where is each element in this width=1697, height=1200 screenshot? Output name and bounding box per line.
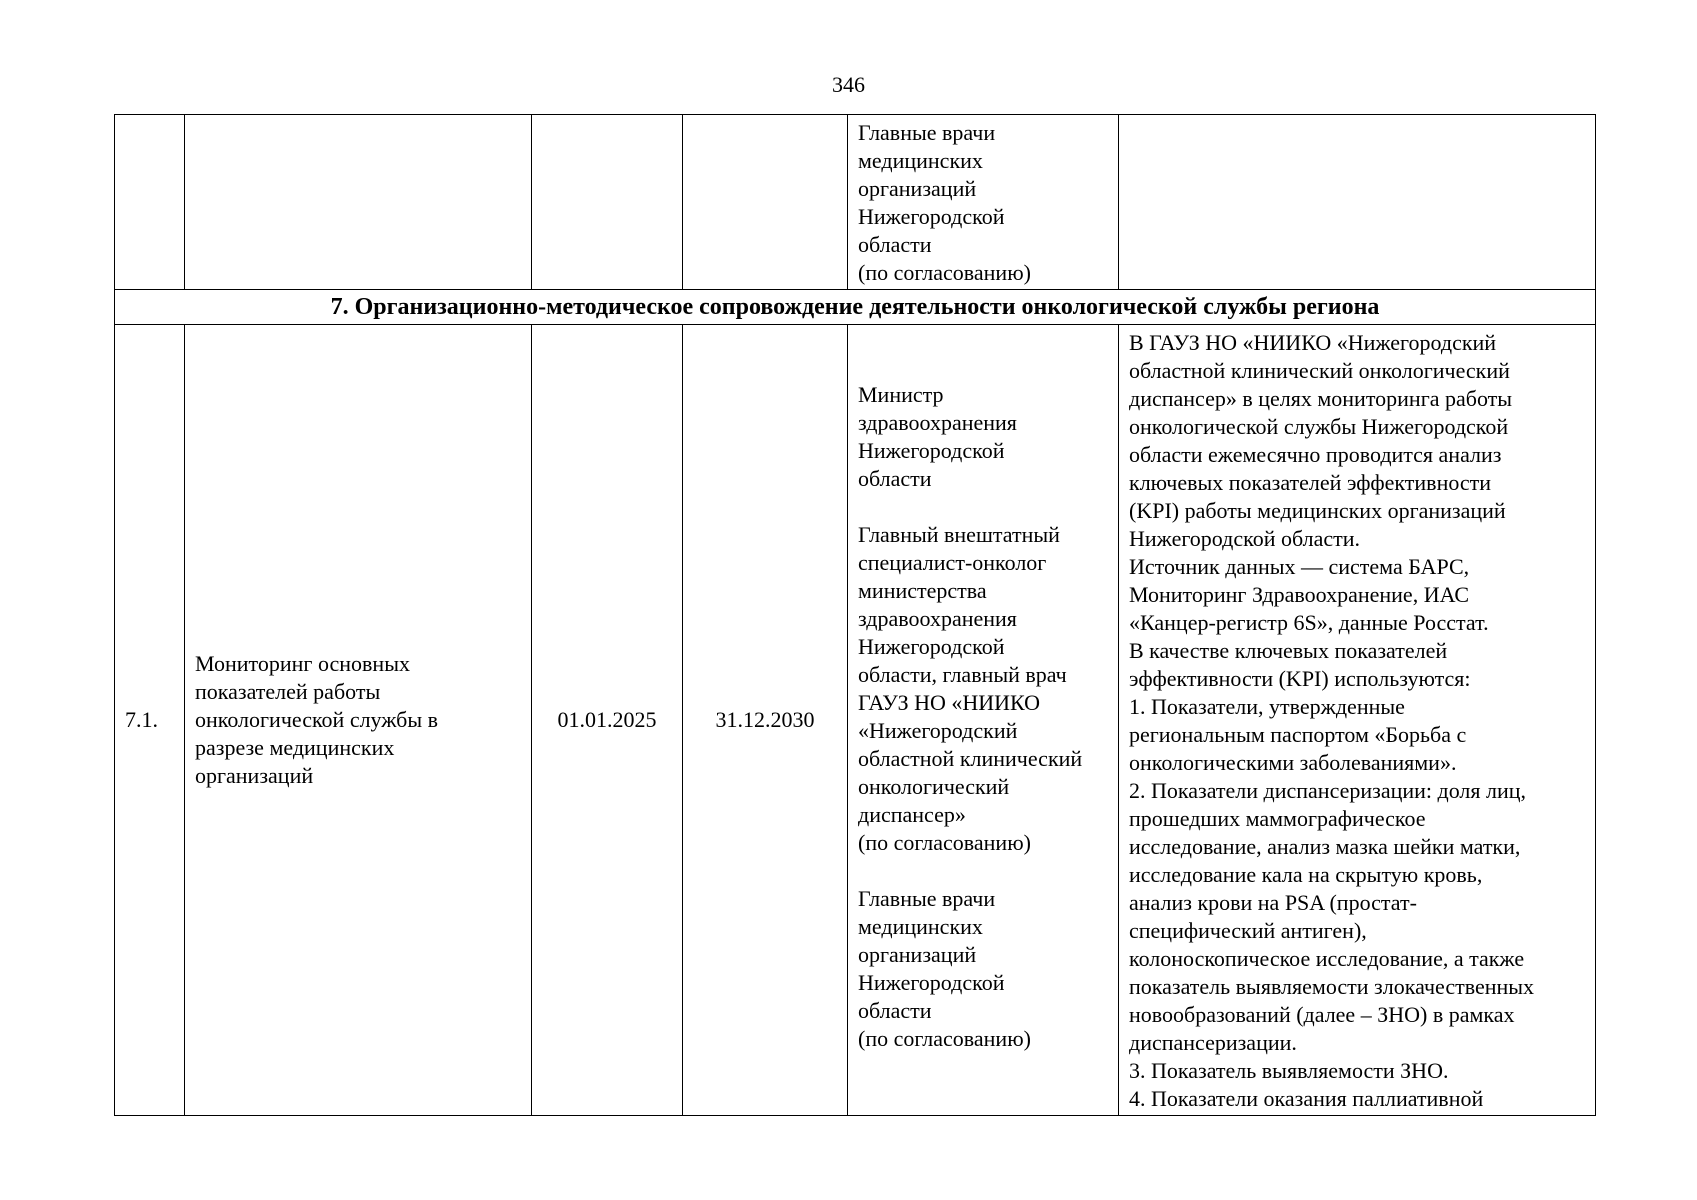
responsible-block [858, 521, 1108, 857]
responsible-line: министерства [858, 578, 987, 603]
responsible-line: области [858, 232, 932, 257]
row-name-line: онкологической службы в [195, 707, 439, 732]
result-line: В ГАУЗ НО «НИИКО «Нижегородский [1129, 330, 1497, 355]
cell-start-empty [532, 115, 683, 290]
responsible-block [858, 885, 1108, 1053]
result-line: исследование, анализ мазка шейки матки, [1129, 834, 1521, 859]
responsible-line: Нижегородской [858, 438, 1005, 463]
plan-table [114, 114, 1596, 1116]
result-line: диспансеризации. [1129, 1030, 1297, 1055]
result-line: ключевых показателей эффективности [1129, 470, 1492, 495]
responsible-line: Главные врачи [858, 120, 996, 145]
result-line: региональным паспортом «Борьба с [1129, 722, 1467, 747]
cell-number-empty [115, 115, 185, 290]
responsible-line: специалист-онколог [858, 550, 1047, 575]
responsible-line: (по согласованию) [858, 830, 1031, 855]
responsible-line: Нижегородской [858, 204, 1005, 229]
responsible-line: медицинских [858, 914, 983, 939]
result-line: колоноскопическое исследование, а также [1129, 946, 1525, 971]
result-line: специфический антиген), [1129, 918, 1367, 943]
page-number: 346 [832, 72, 865, 97]
result-line: Мониторинг Здравоохранение, ИАС [1129, 582, 1470, 607]
responsible-line: организаций [858, 942, 977, 967]
responsible-line: диспансер» [858, 802, 966, 827]
row-name-line: Мониторинг основных [195, 651, 410, 676]
result-line: (KPI) работы медицинских организаций [1129, 498, 1506, 523]
responsible-line: (по согласованию) [858, 260, 1031, 285]
result-line: эффективности (KPI) используются: [1129, 666, 1471, 691]
result-line: онкологическими заболеваниями». [1129, 750, 1457, 775]
result-line: областной клинический онкологический [1129, 358, 1510, 383]
result-line: области ежемесячно проводится анализ [1129, 442, 1502, 467]
cell-end-empty [683, 115, 848, 290]
responsible-list [858, 119, 1108, 287]
result-line: В качестве ключевых показателей [1129, 638, 1448, 663]
responsible-line: онкологический [858, 774, 1010, 799]
responsible-line: области [858, 998, 932, 1023]
responsible-line: ГАУЗ НО «НИИКО [858, 690, 1041, 715]
cell-name-empty [185, 115, 532, 290]
row-number: 7.1. [115, 325, 185, 1116]
result-line: 2. Показатели диспансеризации: доля лиц, [1129, 778, 1527, 803]
result-line: 3. Показатель выявляемости ЗНО. [1129, 1058, 1449, 1083]
responsible-line: медицинских [858, 148, 983, 173]
cell-result-empty [1119, 115, 1596, 290]
row-name-line: организаций [195, 763, 314, 788]
result-line: Нижегородской области. [1129, 526, 1361, 551]
table-row-continuation [115, 115, 1596, 290]
responsible-line: здравоохранения [858, 606, 1017, 631]
result-line: прошедших маммографическое [1129, 806, 1426, 831]
responsible-line: области [858, 466, 932, 491]
row-start-date: 01.01.2025 [532, 325, 683, 1116]
result-line: онкологической службы Нижегородской [1129, 414, 1509, 439]
responsible-block [858, 381, 1108, 493]
responsible-line: Министр [858, 382, 944, 407]
block-gap [858, 493, 1108, 521]
responsible-line: Нижегородской [858, 634, 1005, 659]
section-row [115, 290, 1596, 325]
row-responsible-blocks [858, 381, 1108, 1053]
row-name-line: разрезе медицинских [195, 735, 395, 760]
result-line: Источник данных — система БАРС, [1129, 554, 1470, 579]
section-title: 7. Организационно-методическое сопровождение деятельности онкологической службы региона [115, 290, 1596, 325]
row-name [185, 325, 532, 1116]
responsible-line: областной клинический [858, 746, 1083, 771]
result-line: анализ крови на PSA (простат- [1129, 890, 1417, 915]
cell-responsible [848, 115, 1119, 290]
responsible-line: организаций [858, 176, 977, 201]
result-line: исследование кала на скрытую кровь, [1129, 862, 1483, 887]
row-result-lines [1129, 329, 1585, 1113]
result-line: показатель выявляемости злокачественных [1129, 974, 1535, 999]
table-row-7-1 [115, 325, 1596, 1116]
row-result [1119, 325, 1596, 1116]
result-line: «Канцер-регистр 6S», данные Росстат. [1129, 610, 1489, 635]
block-gap [858, 857, 1108, 885]
responsible-line: (по согласованию) [858, 1026, 1031, 1051]
row-name-lines [195, 650, 521, 790]
responsible-line: области, главный врач [858, 662, 1067, 687]
row-responsible [848, 325, 1119, 1116]
result-line: диспансер» в целях мониторинга работы [1129, 386, 1513, 411]
row-end-date: 31.12.2030 [683, 325, 848, 1116]
responsible-line: Главные врачи [858, 886, 996, 911]
result-line: 4. Показатели оказания паллиативной [1129, 1086, 1484, 1111]
responsible-line: здравоохранения [858, 410, 1017, 435]
result-line: 1. Показатели, утвержденные [1129, 694, 1405, 719]
row-name-line: показателей работы [195, 679, 381, 704]
responsible-line: Нижегородской [858, 970, 1005, 995]
responsible-line: «Нижегородский [858, 718, 1018, 743]
responsible-line: Главный внештатный [858, 522, 1060, 547]
result-line: новообразований (далее – ЗНО) в рамках [1129, 1002, 1515, 1027]
